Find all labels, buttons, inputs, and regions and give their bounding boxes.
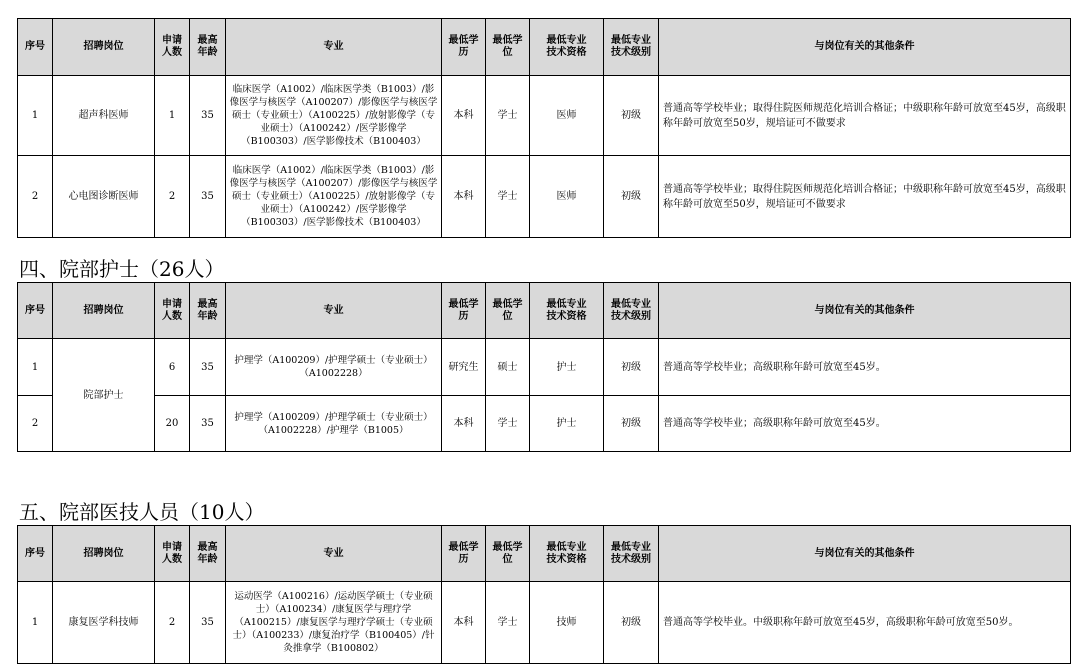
table-nurses xyxy=(17,282,1071,452)
cell-min-edu: 本科 xyxy=(442,396,486,452)
cell-major: 护理学（A100209）/护理学硕士（专业硕士）（A1002228） xyxy=(226,339,442,396)
cell-min-degree: 学士 xyxy=(486,76,530,156)
cell-min-level: 初级 xyxy=(604,76,659,156)
cell-min-qual: 技师 xyxy=(530,582,604,664)
cell-max-age: 35 xyxy=(190,396,226,452)
cell-other: 普通高等学校毕业。中级职称年龄可放宽至45岁，高级职称年龄可放宽至50岁。 xyxy=(659,582,1071,664)
cell-min-level: 初级 xyxy=(604,396,659,452)
cell-min-level: 初级 xyxy=(604,582,659,664)
header-count: 申请 人数 xyxy=(155,283,190,339)
header-min-qual: 最低专业 技术资格 xyxy=(530,526,604,582)
cell-count: 1 xyxy=(155,76,190,156)
cell-count: 20 xyxy=(155,396,190,452)
cell-major: 临床医学（A1002）/临床医学类（B1003）/影像医学与核医学（A100207）/影像医学与核医学硕士（专业硕士）（A100225）/放射影像学（专业硕士）（A100242）/医学影像学（B100303）/医学影像技术（B100403） xyxy=(226,156,442,238)
cell-min-degree: 学士 xyxy=(486,396,530,452)
cell-min-qual: 护士 xyxy=(530,339,604,396)
cell-seq: 2 xyxy=(18,396,53,452)
header-min-level: 最低专业 技术级别 xyxy=(604,526,659,582)
header-min-degree: 最低学 位 xyxy=(486,526,530,582)
cell-min-edu: 本科 xyxy=(442,156,486,238)
cell-other: 普通高等学校毕业；高级职称年龄可放宽至45岁。 xyxy=(659,396,1071,452)
header-min-degree: 最低学 位 xyxy=(486,283,530,339)
cell-min-degree: 学士 xyxy=(486,582,530,664)
table-header-row xyxy=(18,283,1071,339)
cell-count: 2 xyxy=(155,582,190,664)
cell-min-level: 初级 xyxy=(604,339,659,396)
cell-other: 普通高等学校毕业；取得住院医师规范化培训合格证；中级职称年龄可放宽至45岁，高级职称年龄可放宽至50岁，规培证可不做要求 xyxy=(659,156,1071,238)
header-other: 与岗位有关的其他条件 xyxy=(659,283,1071,339)
cell-max-age: 35 xyxy=(190,339,226,396)
cell-position: 康复医学科技师 xyxy=(53,582,155,664)
table-row xyxy=(18,156,1071,238)
header-major: 专业 xyxy=(226,283,442,339)
header-min-level: 最低专业 技术级别 xyxy=(604,283,659,339)
header-min-qual: 最低专业 技术资格 xyxy=(530,19,604,76)
header-seq: 序号 xyxy=(18,526,53,582)
cell-min-edu: 研究生 xyxy=(442,339,486,396)
header-other: 与岗位有关的其他条件 xyxy=(659,526,1071,582)
cell-max-age: 35 xyxy=(190,156,226,238)
section-title-nurses: 四、院部护士（26人） xyxy=(19,257,225,281)
header-count: 申请 人数 xyxy=(155,526,190,582)
cell-min-edu: 本科 xyxy=(442,582,486,664)
cell-position: 心电图诊断医师 xyxy=(53,156,155,238)
cell-seq: 1 xyxy=(18,76,53,156)
header-position: 招聘岗位 xyxy=(53,283,155,339)
header-major: 专业 xyxy=(226,526,442,582)
table-header-row xyxy=(18,526,1071,582)
header-min-degree: 最低学 位 xyxy=(486,19,530,76)
cell-min-qual: 护士 xyxy=(530,396,604,452)
header-seq: 序号 xyxy=(18,283,53,339)
cell-other: 普通高等学校毕业；取得住院医师规范化培训合格证；中级职称年龄可放宽至45岁，高级职称年龄可放宽至50岁，规培证可不做要求 xyxy=(659,76,1071,156)
table-row xyxy=(18,339,1071,396)
cell-max-age: 35 xyxy=(190,582,226,664)
table-header-row xyxy=(18,19,1071,76)
header-max-age: 最高 年龄 xyxy=(190,526,226,582)
section-title-technicians: 五、院部医技人员（10人） xyxy=(19,500,265,524)
header-min-edu: 最低学 历 xyxy=(442,19,486,76)
cell-count: 6 xyxy=(155,339,190,396)
cell-min-level: 初级 xyxy=(604,156,659,238)
cell-major: 运动医学（A100216）/运动医学硕士（专业硕士）（A100234）/康复医学与理疗学（A100215）/康复医学与理疗学硕士（专业硕士）（A100233）/康复治疗学（B100405）/针灸推拿学（B100802） xyxy=(226,582,442,664)
cell-major: 护理学（A100209）/护理学硕士（专业硕士）（A1002228）/护理学（B1005） xyxy=(226,396,442,452)
cell-max-age: 35 xyxy=(190,76,226,156)
cell-other: 普通高等学校毕业；高级职称年龄可放宽至45岁。 xyxy=(659,339,1071,396)
table-row xyxy=(18,582,1071,664)
cell-min-edu: 本科 xyxy=(442,76,486,156)
header-count: 申请 人数 xyxy=(155,19,190,76)
header-position: 招聘岗位 xyxy=(53,19,155,76)
header-max-age: 最高 年龄 xyxy=(190,19,226,76)
header-major: 专业 xyxy=(226,19,442,76)
header-min-qual: 最低专业 技术资格 xyxy=(530,283,604,339)
cell-seq: 2 xyxy=(18,156,53,238)
header-min-level: 最低专业 技术级别 xyxy=(604,19,659,76)
header-min-edu: 最低学 历 xyxy=(442,526,486,582)
header-position: 招聘岗位 xyxy=(53,526,155,582)
cell-position: 超声科医师 xyxy=(53,76,155,156)
table-technicians xyxy=(17,525,1071,664)
cell-min-degree: 硕士 xyxy=(486,339,530,396)
cell-min-qual: 医师 xyxy=(530,156,604,238)
cell-major: 临床医学（A1002）/临床医学类（B1003）/影像医学与核医学（A100207）/影像医学与核医学硕士（专业硕士）（A100225）/放射影像学（专业硕士）（A100242）/医学影像学（B100303）/医学影像技术（B100403） xyxy=(226,76,442,156)
cell-seq: 1 xyxy=(18,582,53,664)
header-seq: 序号 xyxy=(18,19,53,76)
header-min-edu: 最低学 历 xyxy=(442,283,486,339)
cell-seq: 1 xyxy=(18,339,53,396)
cell-position: 院部护士 xyxy=(53,339,155,452)
header-max-age: 最高 年龄 xyxy=(190,283,226,339)
cell-min-degree: 学士 xyxy=(486,156,530,238)
table-row xyxy=(18,396,1071,452)
table-doctors xyxy=(17,18,1071,238)
table-row xyxy=(18,76,1071,156)
cell-count: 2 xyxy=(155,156,190,238)
header-other: 与岗位有关的其他条件 xyxy=(659,19,1071,76)
cell-min-qual: 医师 xyxy=(530,76,604,156)
